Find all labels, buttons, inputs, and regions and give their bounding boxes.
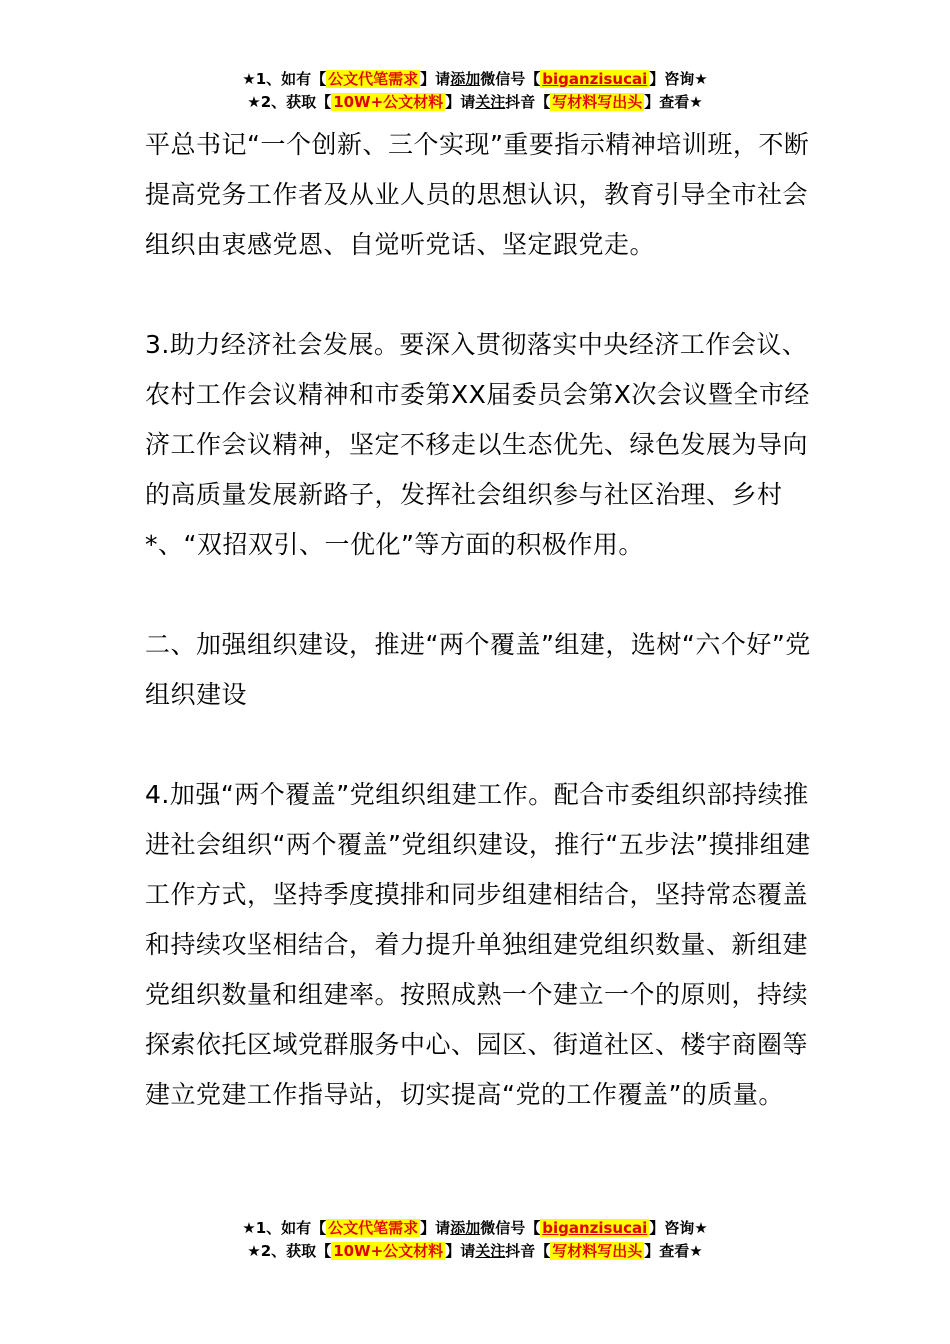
banner-text: 抖音【 — [505, 1242, 551, 1260]
document-body — [145, 120, 815, 1170]
section-heading-2: 二、加强组织建设，推进“两个覆盖”组建，选树“六个好”党组织建设 — [145, 630, 811, 709]
paragraph-2: 3.助力经济社会发展。要深入贯彻落实中央经济工作会议、农村工作会议精神和市委第XX届委员会第X次会议暨全市经济工作会议精神，坚定不移走以生态优先、绿色发展为导向的高质量发展新路子，发挥社会组织参与社区治理、乡村*、“双招双引、一优化”等方面的积极作用。 — [145, 330, 810, 559]
paragraph-1: 平总书记“一个创新、三个实现”重要指示精神培训班，不断提高党务工作者及从业人员的思想认识，教育引导全市社会组织由衷感党恩、自觉听党话、坚定跟党走。 — [145, 130, 810, 259]
banner-text: ★1、如有【 — [242, 70, 327, 88]
banner-text: 抖音【 — [505, 93, 551, 111]
highlight-ghostwriting: 公文代笔需求 — [328, 70, 419, 88]
banner-text: ★1、如有【 — [242, 1219, 327, 1237]
footer-banner — [0, 1217, 950, 1263]
banner-text: 】查看★ — [644, 93, 703, 111]
banner-text: 】请 — [445, 93, 476, 111]
wechat-id: biganzisucai — [542, 70, 648, 88]
wechat-id: biganzisucai — [542, 1219, 648, 1237]
underlined-text: 关注 — [475, 93, 506, 111]
underlined-text: 添加 — [450, 70, 481, 88]
banner-line-2 — [0, 1240, 950, 1263]
banner-text: 微信号【 — [480, 70, 541, 88]
paragraph-4: 4.加强“两个覆盖”党组织组建工作。配合市委组织部持续推进社会组织“两个覆盖”党组织建设，推行“五步法”摸排组建工作方式，坚持季度摸排和同步组建相结合，坚持常态覆盖和持续攻坚相结合，着力提升单独组建党组织数量、新组建党组织数量和组建率。按照成熟一个建立一个的原则，持续探索依托区域党群服务中心、园区、街道社区、楼宇商圈等建立党建工作指导站，切实提高“党的工作覆盖”的质量。 — [145, 780, 811, 1109]
highlight-materials: 10W+公文材料 — [333, 1242, 444, 1260]
underlined-text: 添加 — [450, 1219, 481, 1237]
highlight-materials: 10W+公文材料 — [333, 93, 444, 111]
douyin-account: 写材料写出头 — [552, 1242, 643, 1260]
banner-text: 】咨询★ — [649, 70, 708, 88]
banner-text: 微信号【 — [480, 1219, 541, 1237]
douyin-account: 写材料写出头 — [552, 93, 643, 111]
underlined-text: 关注 — [475, 1242, 506, 1260]
highlight-ghostwriting: 公文代笔需求 — [328, 1219, 419, 1237]
banner-text: 】请 — [445, 1242, 476, 1260]
banner-text: 】查看★ — [644, 1242, 703, 1260]
banner-text: 】咨询★ — [649, 1219, 708, 1237]
banner-text: ★2、获取【 — [247, 93, 332, 111]
header-banner — [0, 68, 950, 114]
banner-text: ★2、获取【 — [247, 1242, 332, 1260]
banner-line-1 — [0, 68, 950, 91]
banner-line-2 — [0, 91, 950, 114]
banner-line-1 — [0, 1217, 950, 1240]
banner-text: 】请 — [420, 70, 451, 88]
banner-text: 】请 — [420, 1219, 451, 1237]
